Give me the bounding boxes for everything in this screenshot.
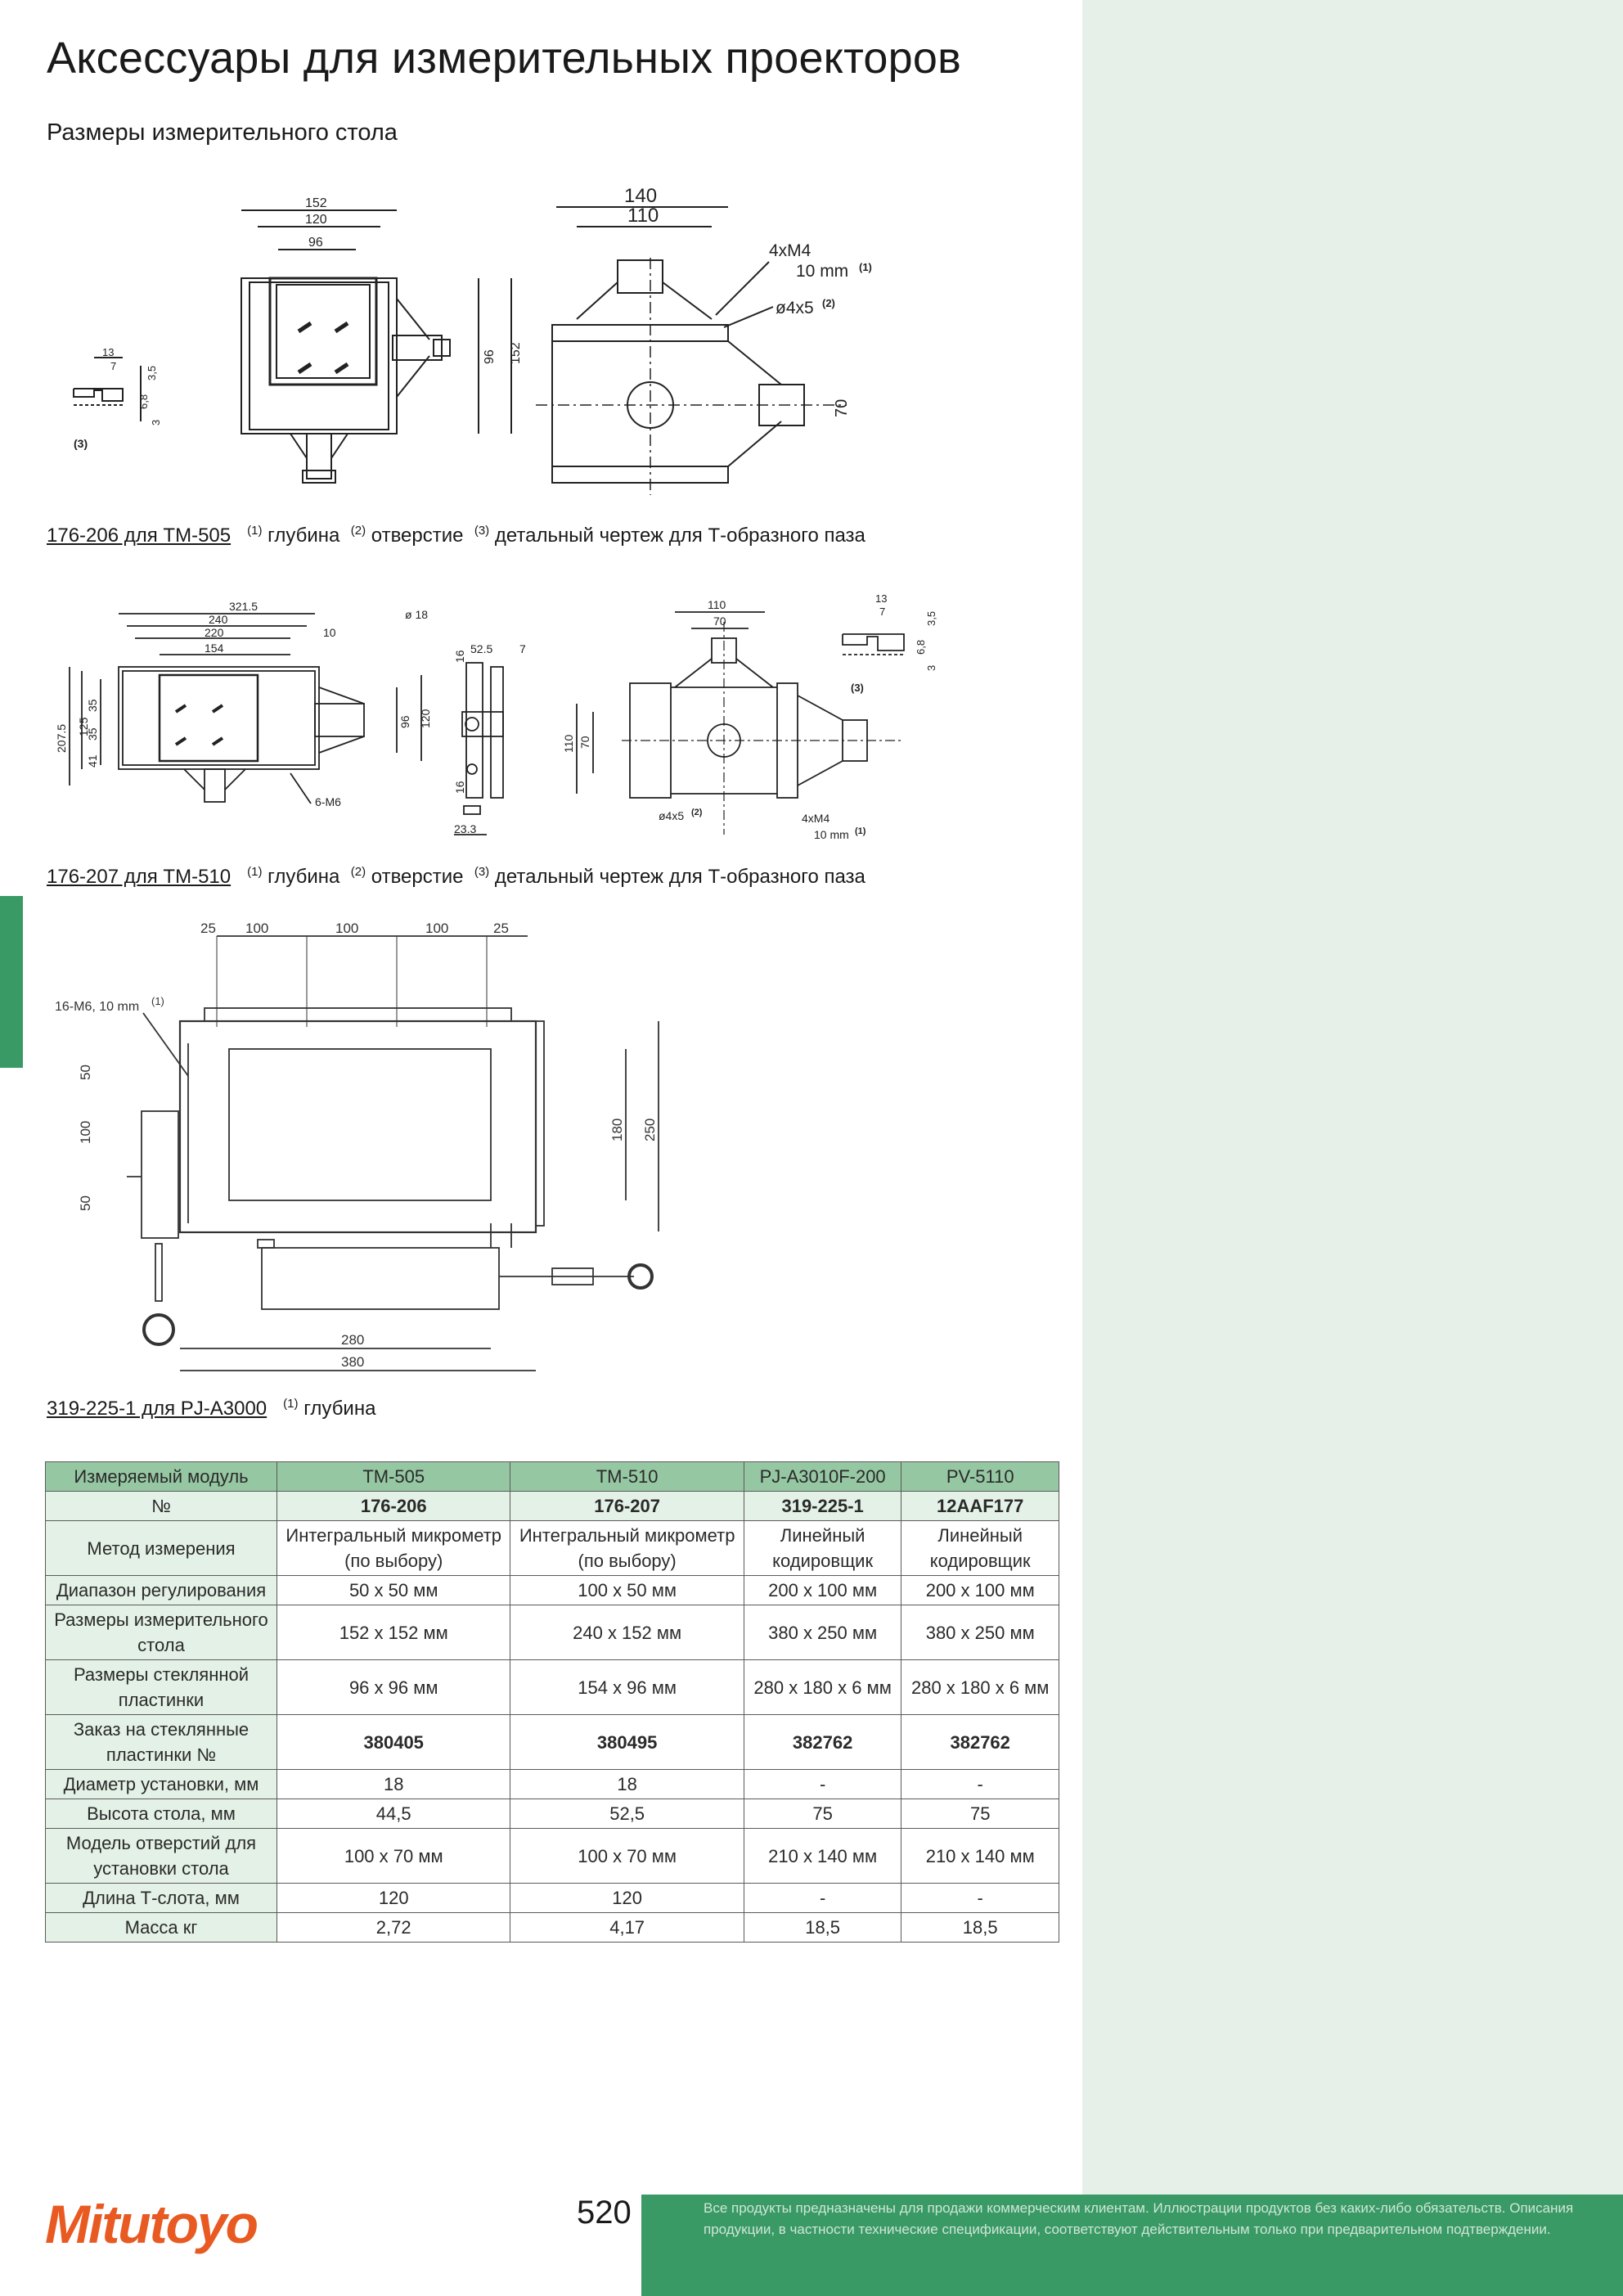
right-margin-panel xyxy=(1082,0,1623,2296)
table-cell: 12AAF177 xyxy=(901,1492,1059,1521)
figure1-dim-6-8: 6,8 xyxy=(137,394,150,409)
table-cell: 382762 xyxy=(901,1715,1059,1770)
figure1-note-1: глубина xyxy=(268,524,340,547)
table-header-cell: TM-510 xyxy=(510,1462,744,1492)
figure3-drawing xyxy=(45,916,699,1391)
table-cell: 152 x 152 мм xyxy=(277,1605,510,1660)
figure2-mark-3: (3) xyxy=(851,682,864,694)
figure1-code: 176-206 для ТМ-505 xyxy=(47,524,232,547)
figure3-code: 319-225-1 для PJ-A3000 xyxy=(47,1398,268,1420)
table-cell: 280 x 180 x 6 мм xyxy=(901,1660,1059,1715)
table-cell: 154 x 96 мм xyxy=(510,1660,744,1715)
figure3-dim-50-b: 50 xyxy=(78,1195,93,1211)
figure2-dim-d18: ø 18 xyxy=(405,608,429,621)
figure2-dim-125: 125 xyxy=(77,717,90,736)
figure1-note-3: детальный чертеж для Т-образного паза xyxy=(494,524,865,547)
figure3-dim-100-b: 100 xyxy=(335,921,359,936)
table-cell: 240 x 152 мм xyxy=(510,1605,744,1660)
figure2-dim-7b: 7 xyxy=(879,606,886,618)
table-row-label: Диапазон регулирования xyxy=(46,1576,277,1605)
table-cell: 176-206 xyxy=(277,1492,510,1521)
figure2-note-2: отверстие xyxy=(371,866,464,888)
table-cell: 44,5 xyxy=(277,1799,510,1829)
figure3-dim-380: 380 xyxy=(341,1354,365,1370)
figure1-dim-140: 140 xyxy=(624,185,658,207)
table-cell: 120 xyxy=(510,1884,744,1913)
figure2-dim-6-8: 6,8 xyxy=(915,639,927,655)
table-cell: - xyxy=(744,1884,901,1913)
table-row-label: Высота стола, мм xyxy=(46,1799,277,1829)
figure3-dim-25-a: 25 xyxy=(200,921,216,936)
figure1-tslot-detail xyxy=(74,346,162,450)
figure2-dim-41: 41 xyxy=(86,754,99,768)
figure3-dim-100-c: 100 xyxy=(425,921,449,936)
mitutoyo-logo: Mitutoyo xyxy=(45,2194,257,2254)
table-row-label: № xyxy=(46,1492,277,1521)
figure1-dim-96-vertical: 96 xyxy=(483,349,497,364)
figure2-dim-10: 10 xyxy=(323,626,336,639)
table-cell: 50 x 50 мм xyxy=(277,1576,510,1605)
figure3-dim-100-vertical: 100 xyxy=(78,1120,93,1144)
table-cell: Интегральный микрометр (по выбору) xyxy=(510,1521,744,1576)
table-row xyxy=(46,1770,1059,1799)
table-row xyxy=(46,1829,1059,1884)
figure2-dim-120: 120 xyxy=(419,709,432,728)
footer-disclaimer: Все продукты предназначены для продажи коммерческим клиентам. Иллюстрации продуктов без каких-либо обязательств. Описания продукции, в частности технические спецификации, соответствуют действительным только при предварительном подтверждении. xyxy=(704,2200,1574,2237)
table-cell: 380495 xyxy=(510,1715,744,1770)
table-row-label: Метод измерения xyxy=(46,1521,277,1576)
figure2-dim-70-vertical: 70 xyxy=(578,736,591,749)
svg-text:(1): (1) xyxy=(859,261,872,273)
svg-text:(1): (1) xyxy=(855,826,866,836)
figure2-dim-240: 240 xyxy=(209,613,228,626)
figure3-dim-280: 280 xyxy=(341,1332,365,1348)
figure3-dim-100-a: 100 xyxy=(245,921,269,936)
table-row-label: Заказ на стеклянные пластинки № xyxy=(46,1715,277,1770)
figure2-dim-207-5: 207.5 xyxy=(55,723,68,753)
figure2-label-4xm4: 4xM4 xyxy=(802,812,830,825)
table-cell: 96 x 96 мм xyxy=(277,1660,510,1715)
figure3-caption: 319-225-1 для PJ-A3000 $^{(1)}$ глубина xyxy=(47,1397,376,1420)
table-cell: 200 x 100 мм xyxy=(901,1576,1059,1605)
table-cell: 380 x 250 мм xyxy=(744,1605,901,1660)
svg-text:(1): (1) xyxy=(151,995,164,1007)
figure2-caption: 176-207 для ТМ-510 $^{(1)}$ глубина $^{(2)}$ отверстие $^{(3)}$ детальный чертеж для Т-образного паза xyxy=(47,865,865,888)
table-row-label: Модель отверстий для установки стола xyxy=(46,1829,277,1884)
figure1-dim-13: 13 xyxy=(102,346,115,358)
table-cell: 100 x 70 мм xyxy=(510,1829,744,1884)
figure3-dim-25-b: 25 xyxy=(493,921,509,936)
table-cell: 2,72 xyxy=(277,1913,510,1943)
table-cell: - xyxy=(901,1884,1059,1913)
table-row xyxy=(46,1715,1059,1770)
figure2-dim-13: 13 xyxy=(875,592,888,605)
figure2-code: 176-207 для ТМ-510 xyxy=(47,866,232,888)
figure1-note-2: отверстие xyxy=(371,524,464,547)
table-row-label: Диаметр установки, мм xyxy=(46,1770,277,1799)
figure2-label-depth: 10 mm xyxy=(814,828,849,841)
table-cell: - xyxy=(901,1770,1059,1799)
figure1-dim-96: 96 xyxy=(308,236,323,250)
table-cell: 382762 xyxy=(744,1715,901,1770)
table-cell: 100 x 50 мм xyxy=(510,1576,744,1605)
table-cell: 319-225-1 xyxy=(744,1492,901,1521)
table-row xyxy=(46,1492,1059,1521)
table-row xyxy=(46,1884,1059,1913)
figure2-dim-220: 220 xyxy=(205,626,224,639)
page-subtitle: Размеры измерительного стола xyxy=(47,119,398,146)
figure1-caption: 176-206 для ТМ-505 $^{(1)}$ глубина $^{(2)}$ отверстие $^{(3)}$ детальный чертеж для Т-образного паза xyxy=(47,524,865,547)
table-cell: 380 x 250 мм xyxy=(901,1605,1059,1660)
table-row-label: Размеры измерительного стола xyxy=(46,1605,277,1660)
table-row-label: Размеры стеклянной пластинки xyxy=(46,1660,277,1715)
figure1-top-view xyxy=(241,196,523,483)
figure1-mounting-plate xyxy=(536,185,872,495)
table-cell: 4,17 xyxy=(510,1913,744,1943)
figure2-dim-96: 96 xyxy=(398,715,411,728)
table-row xyxy=(46,1576,1059,1605)
figure1-label-depth: 10 mm xyxy=(796,262,849,281)
figure2-drawing xyxy=(45,589,986,851)
table-cell: 52,5 xyxy=(510,1799,744,1829)
figure2-dim-3: 3 xyxy=(925,664,937,671)
figure2-note-1: глубина xyxy=(268,866,340,888)
table-cell: Интегральный микрометр (по выбору) xyxy=(277,1521,510,1576)
figure2-dim-321-5: 321.5 xyxy=(229,600,259,613)
figure2-dim-16-b: 16 xyxy=(453,781,466,794)
figure2-dim-154: 154 xyxy=(205,642,224,655)
table-row-label: Масса кг xyxy=(46,1913,277,1943)
figure1-dim-120: 120 xyxy=(305,213,327,227)
table-cell: 100 x 70 мм xyxy=(277,1829,510,1884)
table-header-cell: PJ-A3010F-200 xyxy=(744,1462,901,1492)
figure2-tslot-detail xyxy=(843,592,937,694)
table-header-cell: PV-5110 xyxy=(901,1462,1059,1492)
figure1-mark-3: (3) xyxy=(74,437,88,450)
table-cell: 18 xyxy=(277,1770,510,1799)
table-cell: 18,5 xyxy=(744,1913,901,1943)
table-cell: Линейный кодировщик xyxy=(744,1521,901,1576)
table-cell: 210 x 140 мм xyxy=(901,1829,1059,1884)
figure1-dim-152-vertical: 152 xyxy=(509,342,523,364)
table-row xyxy=(46,1913,1059,1943)
table-cell: 18,5 xyxy=(901,1913,1059,1943)
figure1-dim-3-5: 3,5 xyxy=(146,365,158,380)
table-cell: - xyxy=(744,1770,901,1799)
table-cell: 200 x 100 мм xyxy=(744,1576,901,1605)
figure3-dim-50-a: 50 xyxy=(78,1065,93,1080)
figure2-label-hole: ø4x5 xyxy=(659,809,685,822)
table-row xyxy=(46,1799,1059,1829)
figure3-label-m6: 16-M6, 10 mm xyxy=(55,1000,140,1014)
figure2-dim-16-a: 16 xyxy=(453,650,466,663)
table-cell: 75 xyxy=(901,1799,1059,1829)
table-cell: 210 x 140 мм xyxy=(744,1829,901,1884)
figure1-dim-152: 152 xyxy=(305,196,327,210)
page-number: 520 xyxy=(577,2195,632,2231)
figure2-dim-110: 110 xyxy=(708,598,726,611)
figure2-dim-110-vertical: 110 xyxy=(562,734,575,753)
specifications-table xyxy=(45,1461,1059,1943)
svg-text:(2): (2) xyxy=(822,297,835,309)
svg-text:(2): (2) xyxy=(691,808,703,817)
table-row xyxy=(46,1521,1059,1576)
table-cell: 380405 xyxy=(277,1715,510,1770)
table-cell: 176-207 xyxy=(510,1492,744,1521)
table-header-cell: TM-505 xyxy=(277,1462,510,1492)
figure1-label-hole: ø4x5 xyxy=(776,299,814,317)
table-cell: 280 x 180 x 6 мм xyxy=(744,1660,901,1715)
figure1-label-4xm4: 4xM4 xyxy=(769,241,812,260)
figure2-top-view xyxy=(55,600,432,808)
figure1-drawing xyxy=(45,184,904,511)
table-row xyxy=(46,1605,1059,1660)
figure2-dim-70: 70 xyxy=(713,615,726,628)
figure3-dim-250: 250 xyxy=(642,1118,658,1141)
figure1-dim-70: 70 xyxy=(833,398,851,417)
figure2-note-3: детальный чертеж для Т-образного паза xyxy=(494,866,865,888)
figure1-dim-110: 110 xyxy=(627,205,659,227)
page-title: Аксессуары для измерительных проекторов xyxy=(47,34,962,83)
figure1-dim-3: 3 xyxy=(150,419,162,425)
figure2-dim-23-3: 23.3 xyxy=(454,822,477,835)
figure3-note-1: глубина xyxy=(303,1398,376,1420)
table-header-row xyxy=(46,1462,1059,1492)
section-tab xyxy=(0,896,23,1068)
figure2-label-6-m6: 6-M6 xyxy=(315,795,341,808)
figure3-dim-180: 180 xyxy=(609,1118,625,1141)
table-cell: Линейный кодировщик xyxy=(901,1521,1059,1576)
figure2-dim-35-b: 35 xyxy=(86,727,99,741)
figure2-dim-35-a: 35 xyxy=(86,699,99,712)
table-row-label: Длина Т-слота, мм xyxy=(46,1884,277,1913)
figure1-dim-7: 7 xyxy=(110,360,117,372)
figure2-dim-7: 7 xyxy=(519,642,526,655)
figure2-dim-3-5: 3,5 xyxy=(925,610,937,626)
table-cell: 120 xyxy=(277,1884,510,1913)
table-header-cell: Измеряемый модуль xyxy=(46,1462,277,1492)
table-cell: 18 xyxy=(510,1770,744,1799)
table-row xyxy=(46,1660,1059,1715)
table-cell: 75 xyxy=(744,1799,901,1829)
figure2-dim-52-5: 52.5 xyxy=(470,642,493,655)
